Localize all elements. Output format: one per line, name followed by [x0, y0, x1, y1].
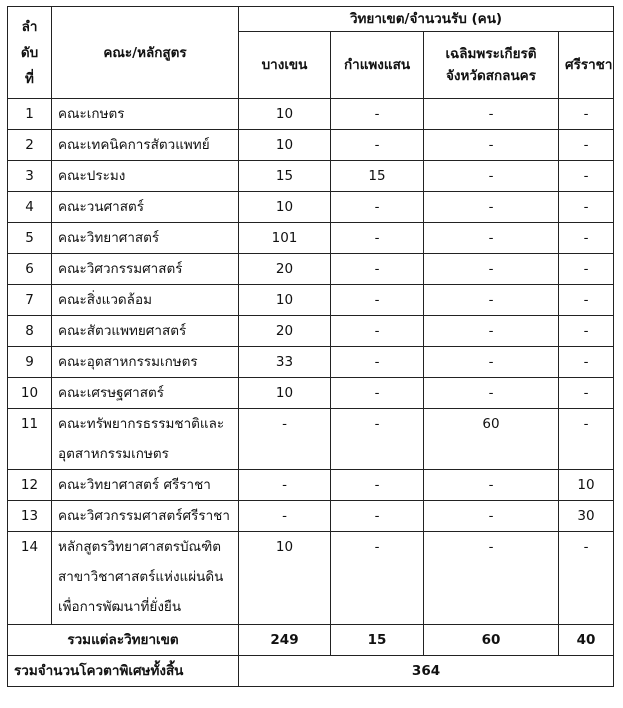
cell-sriracha: 10	[559, 470, 614, 501]
cell-kamphaengsaen: -	[331, 254, 424, 285]
cell-kamphaengsaen: -	[331, 223, 424, 254]
cell-sriracha: -	[559, 130, 614, 161]
cell-bangkhen: 10	[239, 532, 331, 625]
table-row	[8, 501, 614, 532]
row-faculty: คณะสัตวแพทยศาสตร์	[52, 316, 239, 347]
cell-kamphaengsaen: -	[331, 409, 424, 470]
table-row	[8, 378, 614, 409]
cell-sakonnakhon: -	[424, 378, 559, 409]
row-faculty: คณะวิทยาศาสตร์	[52, 223, 239, 254]
cell-sakonnakhon: -	[424, 130, 559, 161]
row-number: 11	[8, 409, 52, 470]
cell-sakonnakhon: -	[424, 192, 559, 223]
campus-total-label: รวมแต่ละวิทยาเขต	[8, 625, 239, 656]
row-faculty: คณะวนศาสตร์	[52, 192, 239, 223]
row-number: 8	[8, 316, 52, 347]
table-row	[8, 285, 614, 316]
grand-total-row	[8, 656, 614, 687]
row-number: 6	[8, 254, 52, 285]
cell-sakonnakhon: -	[424, 161, 559, 192]
cell-bangkhen: 101	[239, 223, 331, 254]
col-header-number-line: ลำ	[21, 18, 38, 35]
cell-sakonnakhon: -	[424, 223, 559, 254]
cell-kamphaengsaen: -	[331, 532, 424, 625]
table-row	[8, 254, 614, 285]
cell-sriracha: -	[559, 378, 614, 409]
table-row	[8, 99, 614, 130]
col-header-number	[8, 7, 52, 99]
cell-bangkhen: -	[239, 409, 331, 470]
row-number: 12	[8, 470, 52, 501]
table-row	[8, 161, 614, 192]
col-header-kamphaengsaen: กำแพงแสน	[331, 32, 424, 99]
row-faculty: หลักสูตรวิทยาศาสตรบัณฑิต สาขาวิชาศาสตร์แห่งแผ่นดิน เพื่อการพัฒนาที่ยั่งยืน	[52, 532, 239, 625]
cell-sakonnakhon: 60	[424, 409, 559, 470]
row-number: 13	[8, 501, 52, 532]
col-header-number-line: ที่	[25, 70, 34, 87]
quota-table	[7, 6, 614, 687]
table-row	[8, 192, 614, 223]
cell-kamphaengsaen: -	[331, 130, 424, 161]
cell-kamphaengsaen: -	[331, 192, 424, 223]
cell-sakonnakhon: -	[424, 254, 559, 285]
row-faculty: คณะเกษตร	[52, 99, 239, 130]
cell-bangkhen: -	[239, 470, 331, 501]
cell-sriracha: 30	[559, 501, 614, 532]
cell-sakonnakhon: -	[424, 347, 559, 378]
cell-bangkhen: -	[239, 501, 331, 532]
col-header-bangkhen: บางเขน	[239, 32, 331, 99]
cell-sakonnakhon: -	[424, 501, 559, 532]
cell-bangkhen: 33	[239, 347, 331, 378]
col-group-campus-quota: วิทยาเขต/จำนวนรับ (คน)	[239, 7, 614, 32]
row-number: 4	[8, 192, 52, 223]
cell-sriracha: -	[559, 347, 614, 378]
cell-kamphaengsaen: -	[331, 285, 424, 316]
total-bangkhen: 249	[239, 625, 331, 656]
table-row	[8, 130, 614, 161]
table-row	[8, 223, 614, 254]
cell-kamphaengsaen: -	[331, 501, 424, 532]
cell-sriracha: -	[559, 285, 614, 316]
table-row	[8, 470, 614, 501]
table-row	[8, 347, 614, 378]
cell-bangkhen: 20	[239, 316, 331, 347]
table-row	[8, 532, 614, 625]
row-faculty: คณะเทคนิคการสัตวแพทย์	[52, 130, 239, 161]
grand-total-value: 364	[239, 656, 614, 687]
row-faculty: คณะวิศวกรรมศาสตร์ศรีราชา	[52, 501, 239, 532]
total-sakonnakhon: 60	[424, 625, 559, 656]
row-number: 9	[8, 347, 52, 378]
total-kamphaengsaen: 15	[331, 625, 424, 656]
cell-sriracha: -	[559, 254, 614, 285]
cell-sakonnakhon: -	[424, 285, 559, 316]
cell-sriracha: -	[559, 316, 614, 347]
row-faculty: คณะวิศวกรรมศาสตร์	[52, 254, 239, 285]
cell-bangkhen: 20	[239, 254, 331, 285]
cell-sakonnakhon: -	[424, 532, 559, 625]
cell-sriracha: -	[559, 99, 614, 130]
campus-total-row	[8, 625, 614, 656]
row-number: 1	[8, 99, 52, 130]
cell-bangkhen: 10	[239, 130, 331, 161]
row-number: 5	[8, 223, 52, 254]
cell-bangkhen: 10	[239, 285, 331, 316]
cell-kamphaengsaen: -	[331, 470, 424, 501]
col-header-sriracha: ศรีราชา	[559, 32, 614, 99]
total-sriracha: 40	[559, 625, 614, 656]
cell-sriracha: -	[559, 409, 614, 470]
row-number: 3	[8, 161, 52, 192]
col-header-number-line: ดับ	[20, 44, 39, 61]
cell-kamphaengsaen: -	[331, 378, 424, 409]
row-faculty: คณะเศรษฐศาสตร์	[52, 378, 239, 409]
col-header-faculty: คณะ/หลักสูตร	[52, 7, 239, 99]
row-number: 2	[8, 130, 52, 161]
cell-kamphaengsaen: -	[331, 347, 424, 378]
cell-sriracha: -	[559, 192, 614, 223]
row-faculty: คณะวิทยาศาสตร์ ศรีราชา	[52, 470, 239, 501]
row-number: 14	[8, 532, 52, 625]
cell-bangkhen: 10	[239, 99, 331, 130]
cell-sakonnakhon: -	[424, 99, 559, 130]
cell-bangkhen: 15	[239, 161, 331, 192]
row-faculty: คณะทรัพยากรธรรมชาติและอุตสาหกรรมเกษตร	[52, 409, 239, 470]
row-faculty: คณะประมง	[52, 161, 239, 192]
cell-sriracha: -	[559, 223, 614, 254]
cell-sriracha: -	[559, 161, 614, 192]
row-faculty: คณะอุตสาหกรรมเกษตร	[52, 347, 239, 378]
cell-sriracha: -	[559, 532, 614, 625]
cell-bangkhen: 10	[239, 192, 331, 223]
cell-sakonnakhon: -	[424, 470, 559, 501]
table-row	[8, 409, 614, 470]
cell-kamphaengsaen: 15	[331, 161, 424, 192]
row-number: 10	[8, 378, 52, 409]
row-number: 7	[8, 285, 52, 316]
row-faculty: คณะสิ่งแวดล้อม	[52, 285, 239, 316]
cell-kamphaengsaen: -	[331, 316, 424, 347]
table-row	[8, 316, 614, 347]
grand-total-label: รวมจำนวนโควตาพิเศษทั้งสิ้น	[8, 656, 239, 687]
col-header-sakonnakhon: เฉลิมพระเกียรติ จังหวัดสกลนคร	[424, 32, 559, 99]
cell-bangkhen: 10	[239, 378, 331, 409]
cell-sakonnakhon: -	[424, 316, 559, 347]
cell-kamphaengsaen: -	[331, 99, 424, 130]
